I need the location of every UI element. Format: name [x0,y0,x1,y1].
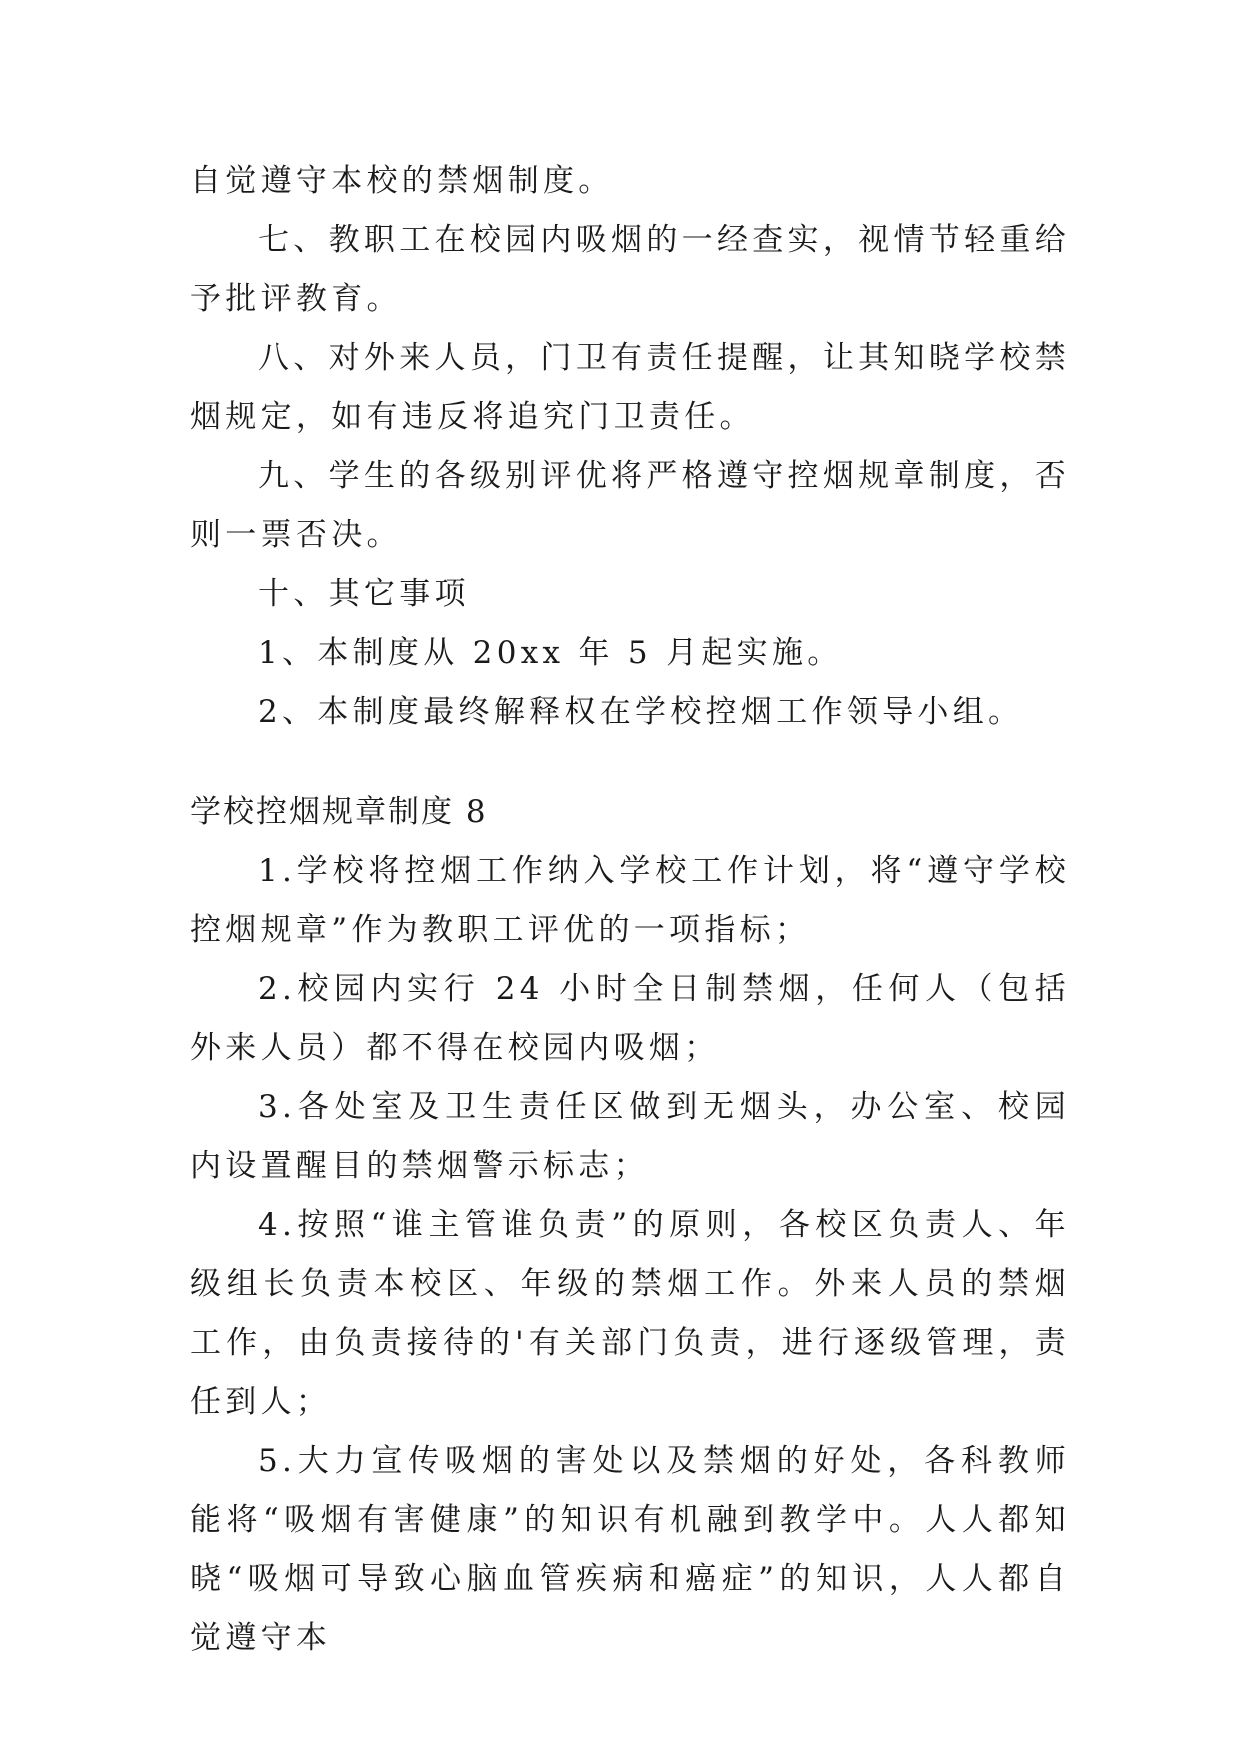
paragraph-continuation: 自觉遵守本校的禁烟制度。 [190,163,614,199]
rule-item-2: 2.校园内实行 24 小时全日制禁烟，任何人（包括外来人员）都不得在校园内吸烟； [190,971,1070,1066]
paragraph-item-10: 十、其它事项 [258,576,470,612]
paragraph-subitem-2: 2、本制度最终解释权在学校控烟工作领导小组。 [258,694,1024,730]
paragraph-item-8: 八、对外来人员，门卫有责任提醒，让其知晓学校禁烟规定，如有违反将追究门卫责任。 [190,340,1070,435]
paragraph-subitem-1: 1、本制度从 20xx 年 5 月起实施。 [258,635,843,671]
paragraph-item-7: 七、教职工在校园内吸烟的一经查实，视情节轻重给予批评教育。 [190,222,1070,317]
section-title: 学校控烟规章制度 8 [190,794,488,830]
rule-item-5: 5.大力宣传吸烟的害处以及禁烟的好处，各科教师能将“吸烟有害健康”的知识有机融到教学中。人人都知晓“吸烟可导致心脑血管疾病和癌症”的知识，人人都自觉遵守本 [190,1443,1070,1656]
rule-item-3: 3.各处室及卫生责任区做到无烟头，办公室、校园内设置醒目的禁烟警示标志； [190,1089,1070,1184]
rule-item-4: 4.按照“谁主管谁负责”的原则，各校区负责人、年级组长负责本校区、年级的禁烟工作。外来人员的禁烟工作，由负责接待的'有关部门负责，进行逐级管理，责任到人； [190,1207,1070,1420]
document-body [190,152,1070,1668]
paragraph-item-9: 九、学生的各级别评优将严格遵守控烟规章制度，否则一票否决。 [190,458,1070,553]
rule-item-1: 1.学校将控烟工作纳入学校工作计划，将“遵守学校控烟规章”作为教职工评优的一项指标； [190,853,1070,948]
